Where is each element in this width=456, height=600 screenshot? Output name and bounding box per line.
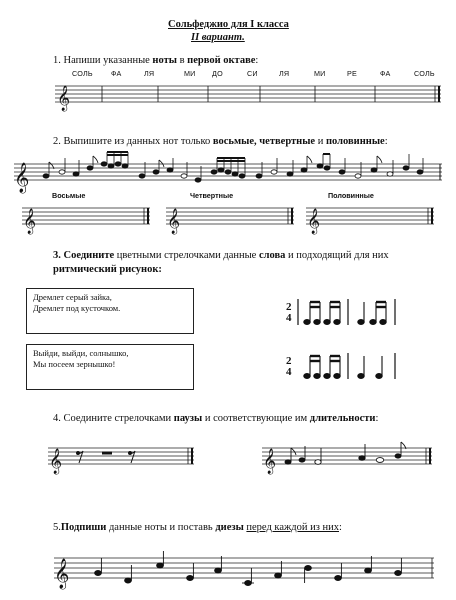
note-label: ЛЯ bbox=[144, 69, 155, 78]
time-signature-top: 2 bbox=[286, 355, 292, 367]
task5-staff bbox=[54, 548, 434, 588]
task4-heading: 4. Соедините стрелочками паузы и соответствующие им длительности: bbox=[53, 413, 379, 424]
given-notes bbox=[43, 152, 423, 182]
task4-notes-staff bbox=[262, 442, 432, 472]
page-title: Сольфеджио для I класса bbox=[168, 19, 289, 30]
note-label: РЕ bbox=[347, 69, 357, 78]
note-label: МИ bbox=[184, 69, 196, 78]
note-label: ЛЯ bbox=[279, 69, 290, 78]
lyrics-line: Выйди, выйди, солнышко, bbox=[33, 348, 129, 358]
treble-clef-icon: 𝄞 bbox=[49, 449, 63, 474]
column-label-quarters: Четвертные bbox=[190, 191, 234, 200]
task2-heading: 2. Выпишите из данных нот только восьмые, четвертные и половинные: bbox=[53, 136, 388, 147]
note-label: СОЛЬ bbox=[414, 69, 435, 78]
column-label-eighths: Восьмые bbox=[52, 191, 86, 200]
treble-clef-icon: 𝄞 bbox=[23, 209, 37, 234]
durations bbox=[285, 442, 406, 464]
page-subtitle: II вариант. bbox=[191, 32, 245, 43]
time-signature-bottom: 4 bbox=[286, 312, 292, 324]
lyrics-line: Дремлет серый зайка, bbox=[33, 292, 112, 302]
task1-heading: 1. Напиши указанные ноты в первой октаве: bbox=[53, 55, 259, 66]
task4-rests-staff bbox=[48, 442, 194, 472]
lyrics-box-1[interactable] bbox=[26, 288, 194, 334]
task5-heading: 5.Подпиши данные ноты и поставь диезы перед каждой из них: bbox=[53, 522, 342, 533]
treble-clef-icon: 𝄞 bbox=[14, 163, 30, 193]
task1-staff bbox=[55, 80, 441, 110]
treble-clef-icon: 𝄞 bbox=[54, 559, 70, 589]
note-label: СИ bbox=[247, 69, 258, 78]
answer-staff-halves bbox=[306, 202, 434, 234]
task2-given-staff bbox=[14, 150, 442, 193]
note-label: ФА bbox=[380, 69, 391, 78]
treble-clef-icon: 𝄞 bbox=[263, 449, 277, 474]
task1-number: 1. bbox=[53, 55, 61, 66]
answer-staff-quarters bbox=[166, 202, 294, 234]
treble-clef-icon: 𝄞 bbox=[307, 209, 321, 234]
lyrics-line: Дремлет под кусточком. bbox=[33, 303, 121, 313]
rests bbox=[77, 451, 136, 463]
rhythm-pattern-2[interactable] bbox=[282, 346, 412, 386]
task3-heading-line1: 3. Соедините цветными стрелочками данные слова и подходящий для них bbox=[53, 250, 389, 261]
treble-clef-icon: 𝄞 bbox=[57, 86, 71, 111]
treble-clef-icon: 𝄞 bbox=[167, 209, 181, 234]
time-signature-top: 2 bbox=[286, 301, 292, 313]
task3-heading-line2: ритмический рисунок: bbox=[53, 264, 162, 275]
note-label: МИ bbox=[314, 69, 326, 78]
note-label: ДО bbox=[212, 69, 223, 78]
column-label-halves: Половинные bbox=[328, 191, 374, 200]
note-label: СОЛЬ bbox=[72, 69, 93, 78]
lyrics-box-2[interactable] bbox=[26, 344, 194, 390]
rhythm-pattern-1[interactable] bbox=[282, 292, 412, 332]
answer-staff-eighths bbox=[22, 202, 150, 234]
lyrics-line: Мы посеем зернышко! bbox=[33, 359, 116, 369]
time-signature-bottom: 4 bbox=[286, 366, 292, 378]
note-label: ФА bbox=[111, 69, 122, 78]
